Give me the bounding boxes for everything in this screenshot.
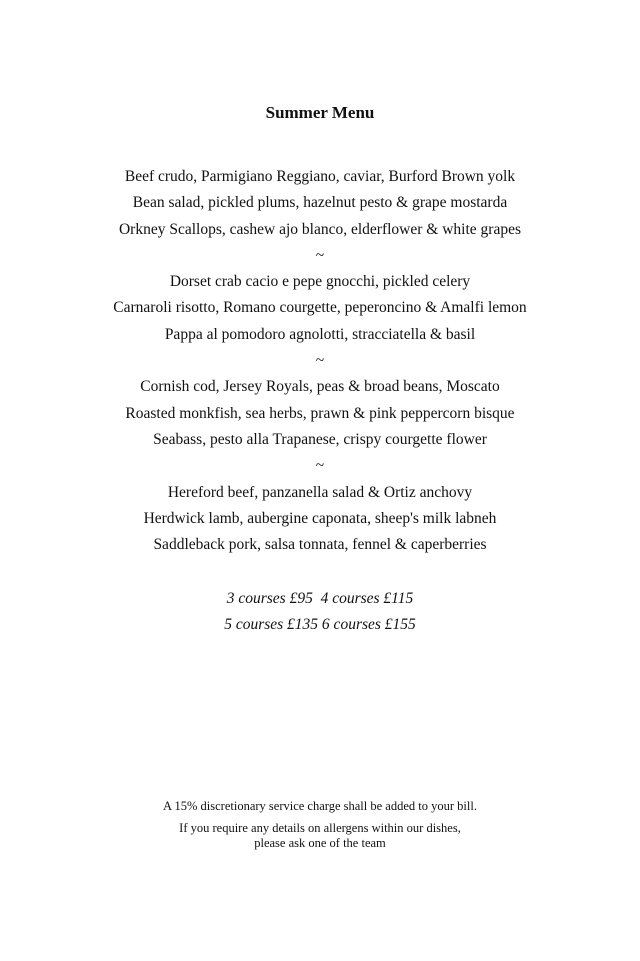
menu-item: Beef crudo, Parmigiano Reggiano, caviar, Burford Brown yolk [124,168,516,185]
menu-item: Dorset crab cacio e pepe gnocchi, pickled celery [169,273,471,291]
menu-item: Pappa al pomodoro agnolotti, stracciatella & basil [164,325,476,343]
footer-notes [0,799,640,851]
allergen-note: please ask one of the team [254,836,386,850]
course-separator: ~ [315,352,325,370]
service-charge-note: A 15% discretionary service charge shall be added to your bill. [163,799,477,813]
menu-list [0,164,640,558]
menu-item: Herdwick lamb, aubergine caponata, sheep's milk labneh [143,509,497,527]
menu-item: Orkney Scallops, cashew ajo blanco, elderflower & white grapes [118,220,521,238]
course-separator: ~ [315,246,325,264]
menu-item: Hereford beef, panzanella salad & Ortiz anchovy [167,483,473,501]
menu-item: Seabass, pesto alla Trapanese, crispy courgette flower [153,430,487,448]
price-line: 3 courses £95 4 courses £115 [226,590,414,607]
menu-item: Bean salad, pickled plums, hazelnut pesto & grape mostarda [132,194,508,212]
course-separator: ~ [315,457,325,475]
course-prices [0,586,640,638]
menu-item: Carnaroli risotto, Romano courgette, peperoncino & Amalfi lemon [113,299,527,317]
price-line: 5 courses £135 6 courses £155 [224,616,416,633]
page-title: Summer Menu [265,103,375,122]
allergen-note: If you require any details on allergens within our dishes, [179,821,461,835]
menu-item: Cornish cod, Jersey Royals, peas & broad beans, Moscato [140,378,500,396]
menu-item: Saddleback pork, salsa tonnata, fennel & caperberries [153,536,487,554]
footer-spacer [0,814,640,821]
menu-item: Roasted monkfish, sea herbs, prawn & pink peppercorn bisque [125,404,515,422]
